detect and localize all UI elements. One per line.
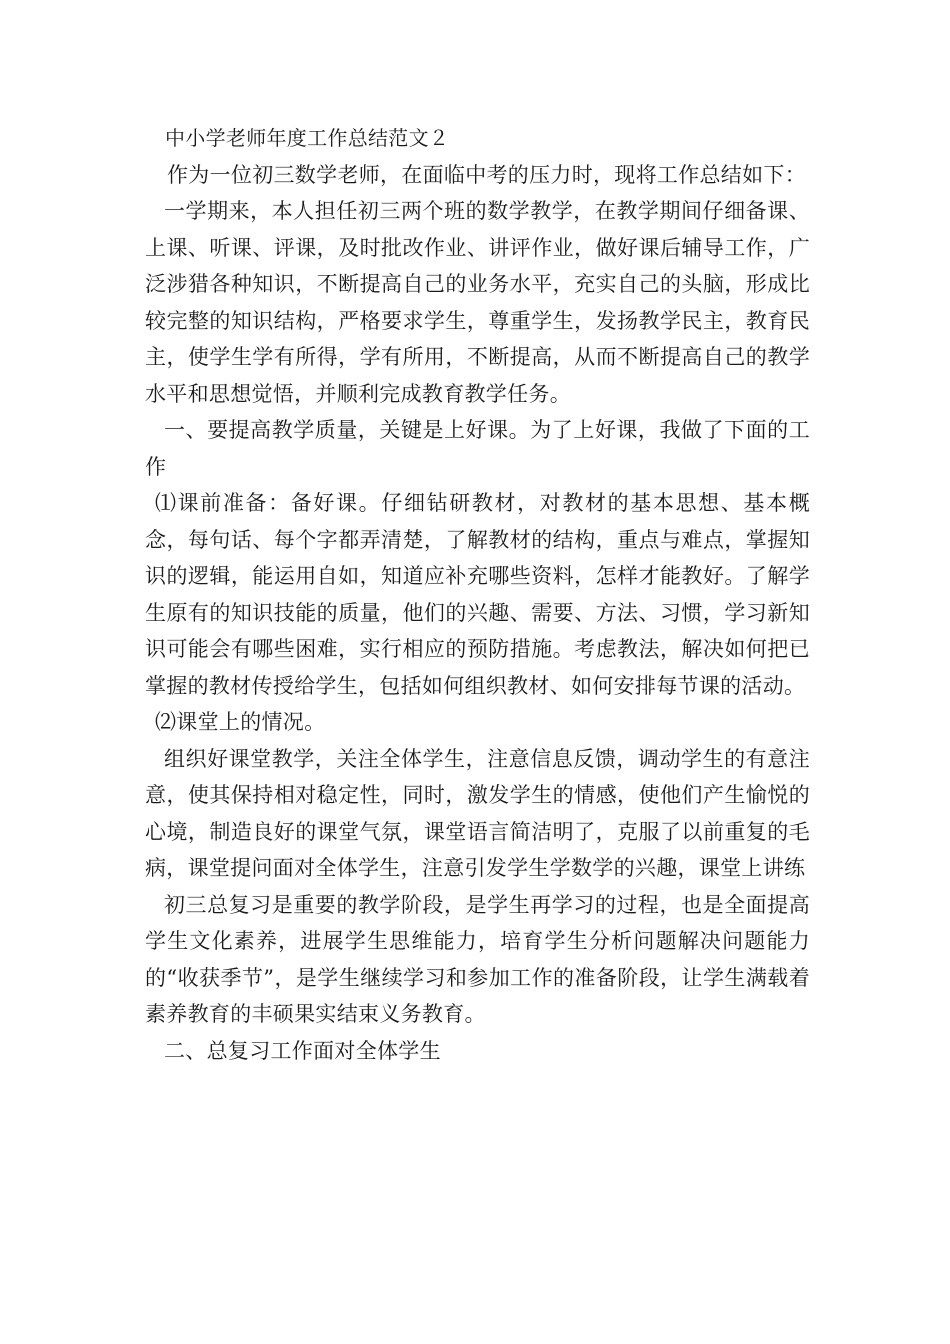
paragraph-section-two-heading: 二、总复习工作面对全体学生: [164, 1038, 441, 1063]
paragraph-intro: 作为一位初三数学老师，在面临中考的压力时，现将工作总结如下：: [167, 162, 806, 187]
document-body: [145, 120, 810, 1069]
paragraph-lesson-preparation: ⑴课前准备：备好课。仔细钻研教材，对教材的基本思想、基本概念，每句话、每个字都弄清楚，了解教材的结构，重点与难点，掌握知识的逻辑，能运用自如，知道应补充哪些资料，怎样才能教好。了解学生原有的知识技能的质量，他们的兴趣、需要、方法、习惯，学习新知识可能会有哪些困难，实行相应的预防措施。考虑教法，解决如何把已掌握的教材传授给学生，包括如何组织教材、如何安排每节课的活动。: [145, 491, 810, 698]
paragraph-review-stage: 初三总复习是重要的教学阶段，是学生再学习的过程，也是全面提高学生文化素养，进展学生思维能力，培育学生分析问题解决问题能力的“收获季节”，是学生继续学习和参加工作的准备阶段，让学生满载着素养教育的丰硕果实结束义务教育。: [145, 892, 810, 1026]
paragraph-classroom-organization: 组织好课堂教学，关注全体学生，注意信息反馈，调动学生的有意注意，使其保持相对稳定性，同时，激发学生的情感，使他们产生愉悦的心境，制造良好的课堂气氛，课堂语言简洁明了，克服了以前重复的毛病，课堂提问面对全体学生，注意引发学生学数学的兴趣，课堂上讲练: [145, 746, 810, 880]
paragraph-classroom-heading: ⑵课堂上的情况。: [155, 710, 326, 734]
paragraph-semester-summary: 一学期来，本人担任初三两个班的数学教学，在教学期间仔细备课、上课、听课、评课，及时批改作业、讲评作业，做好课后辅导工作，广泛涉猎各种知识，不断提高自己的业务水平，充实自己的头脑，形成比较完整的知识结构，严格要求学生，尊重学生，发扬教学民主，教育民主，使学生学有所得，学有所用，不断提高，从而不断提高自己的教学水平和思想觉悟，并顺利完成教育教学任务。: [145, 199, 810, 406]
document-title: 中小学老师年度工作总结范文２: [165, 126, 450, 150]
paragraph-section-one-heading: 一、要提高教学质量，关键是上好课。为了上好课，我做了下面的工作: [145, 418, 810, 479]
